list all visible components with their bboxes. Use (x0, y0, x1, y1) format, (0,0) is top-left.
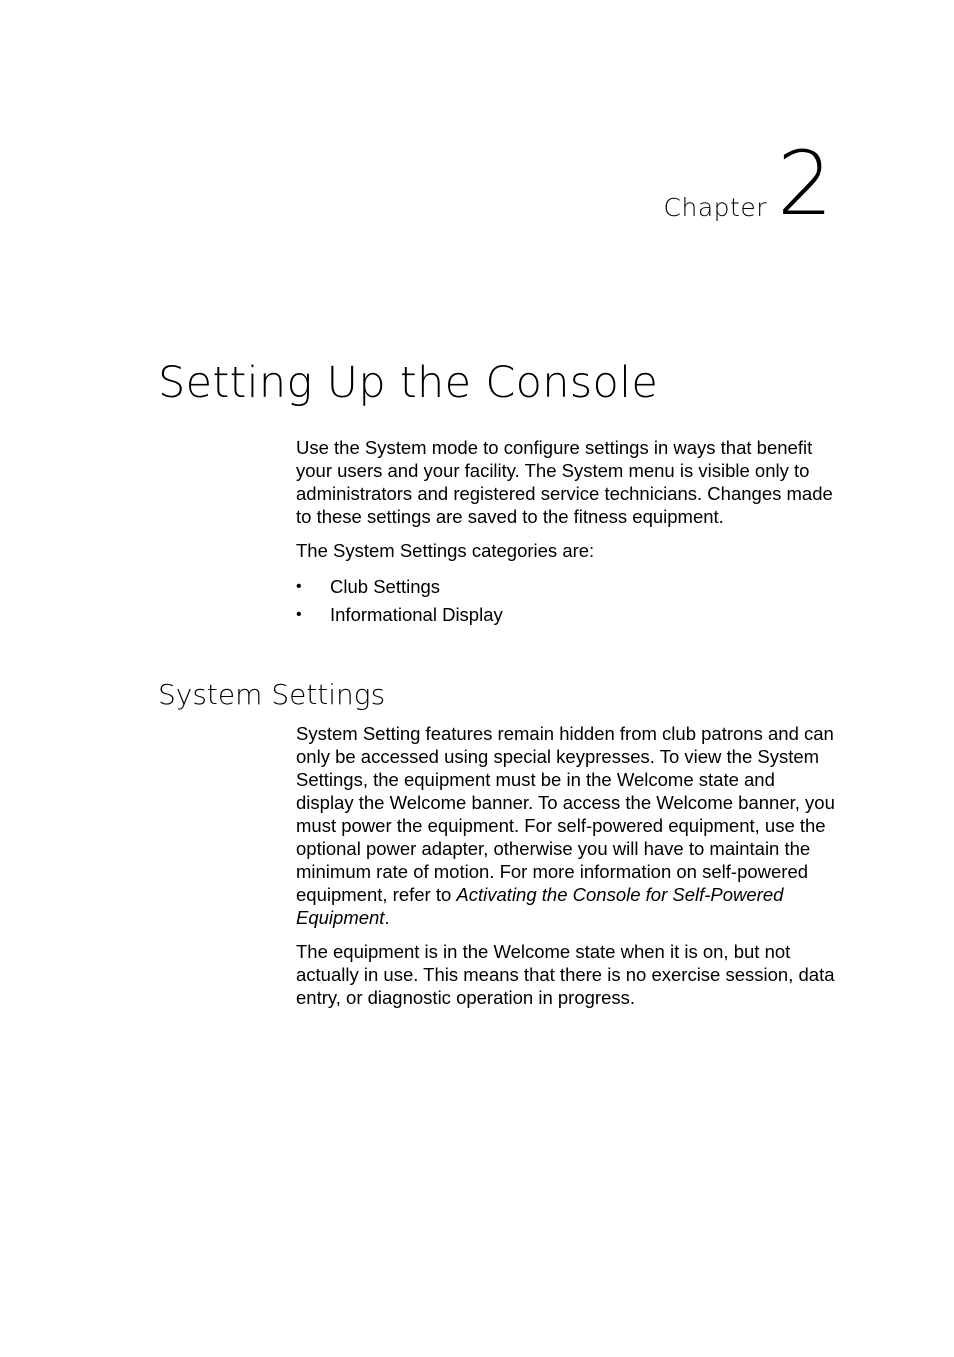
cross-reference-link[interactable]: Activating the Console for Self-Powered Equipment (296, 884, 784, 928)
bullet-icon: • (296, 606, 302, 623)
chapter-word: Chapter (663, 193, 767, 222)
categories-list (296, 573, 836, 629)
intro-section (296, 436, 836, 629)
chapter-label (663, 132, 833, 235)
intro-paragraph: Use the System mode to configure settings in ways that benefit your users and your facility. The System menu is visible only to administrators and registered service technicians. Changes made to these settings are saved to the fitness equipment. (296, 437, 833, 527)
list-item (296, 601, 836, 629)
sentence-end: . (384, 907, 390, 928)
system-settings-section (296, 722, 836, 1020)
page-title: Setting Up the Console (158, 358, 659, 408)
categories-intro: The System Settings categories are: (296, 540, 595, 561)
list-item (296, 573, 836, 601)
bullet-icon: • (296, 578, 302, 595)
welcome-state-paragraph: The equipment is in the Welcome state when it is on, but not actually in use. This means that there is no exercise session, data entry, or diagnostic operation in progress. (296, 941, 835, 1008)
system-settings-paragraph (296, 722, 836, 929)
list-item-label: Club Settings (330, 576, 441, 597)
chapter-number: 2 (777, 132, 833, 235)
system-settings-text: System Setting features remain hidden from club patrons and can only be accessed using special keypresses. To view the System Settings, the equipment must be in the Welcome state and display the Welcome banner. To access the Welcome banner, you must power the equipment. For self-powered equipment, use the optional power adapter, otherwise you will have to maintain the minimum rate of motion. For more information on self-powered equipment, refer to (296, 723, 835, 905)
list-item-label: Informational Display (330, 604, 503, 625)
section-heading: System Settings (158, 678, 386, 711)
